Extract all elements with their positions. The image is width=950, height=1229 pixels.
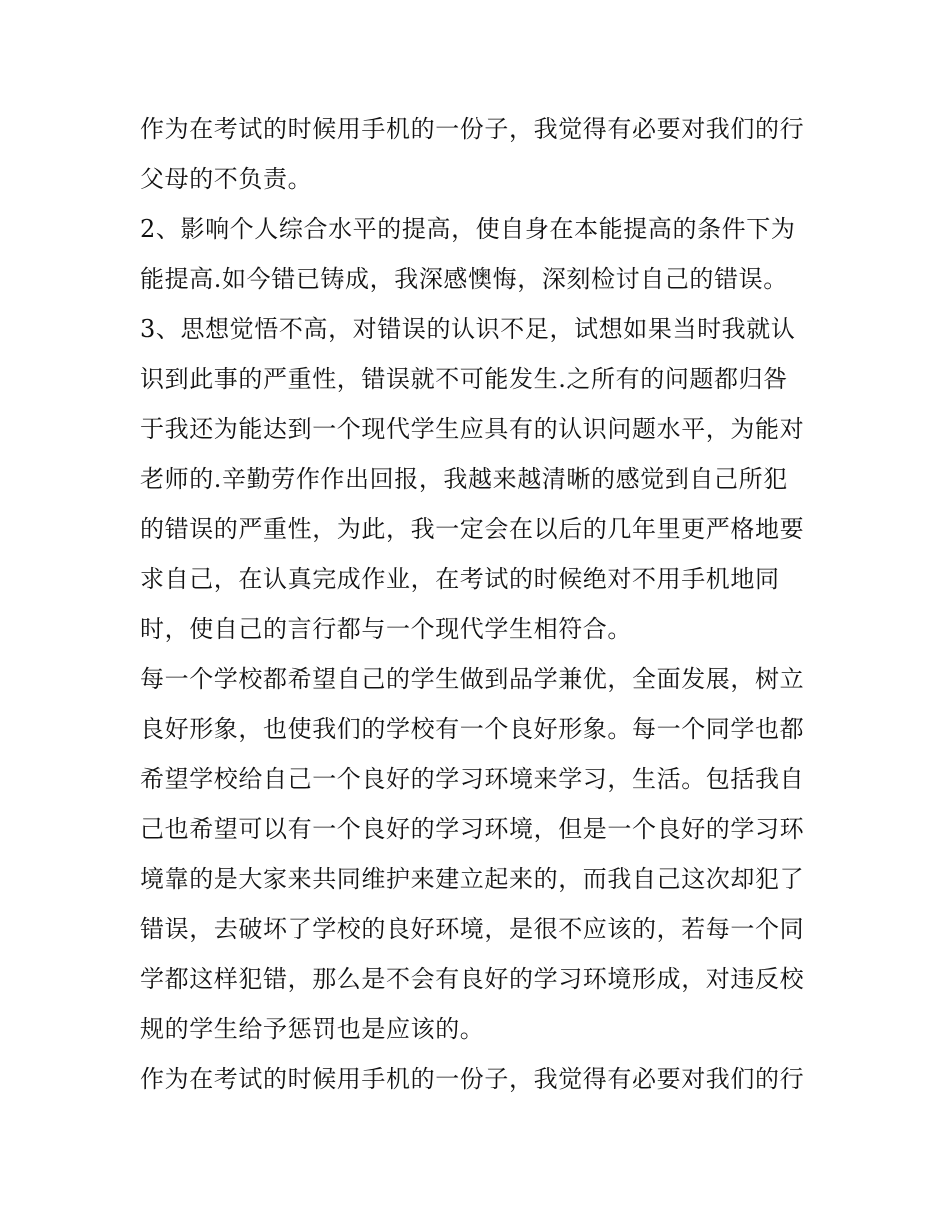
text-line: 境靠的是大家来共同维护来建立起来的，而我自己这次却犯了	[140, 865, 805, 893]
text-line: 识到此事的严重性，错误就不可能发生.之所有的问题都归咎	[140, 365, 788, 393]
document-body	[140, 104, 820, 1104]
text-line: 作为在考试的时候用手机的一份子，我觉得有必要对我们的行	[140, 115, 805, 143]
text-line: 错误，去破坏了学校的良好环境，是很不应该的，若每一个同	[140, 915, 805, 943]
text-line: 求自己，在认真完成作业，在考试的时候绝对不用手机地同	[140, 565, 780, 593]
text-line: 作为在考试的时候用手机的一份子，我觉得有必要对我们的行	[140, 1065, 805, 1093]
text-line: 学都这样犯错，那么是不会有良好的学习环境形成，对违反校	[140, 965, 805, 993]
text-line: 于我还为能达到一个现代学生应具有的认识问题水平，为能对	[140, 415, 805, 443]
text-line: 己也希望可以有一个良好的学习环境，但是一个良好的学习环	[140, 815, 805, 843]
text-line: 希望学校给自己一个良好的学习环境来学习，生活。包括我自	[140, 765, 805, 793]
text-line: 良好形象，也使我们的学校有一个良好形象。每一个同学也都	[140, 715, 805, 743]
text-line: 2、影响个人综合水平的提高，使自身在本能提高的条件下为	[140, 215, 796, 243]
text-line: 规的学生给予惩罚也是应该的。	[140, 1015, 485, 1043]
text-line: 能提高.如今错已铸成，我深感懊悔，深刻检讨自己的错误。	[140, 265, 788, 293]
text-line: 父母的不负责。	[140, 165, 313, 193]
text-line: 3、思想觉悟不高，对错误的认识不足，试想如果当时我就认	[140, 315, 796, 343]
text-line: 的错误的严重性，为此，我一定会在以后的几年里更严格地要	[140, 515, 805, 543]
text-line: 老师的.辛勤劳作作出回报，我越来越清晰的感觉到自己所犯	[140, 465, 788, 493]
text-line: 每一个学校都希望自己的学生做到品学兼优，全面发展，树立	[140, 665, 805, 693]
text-line: 时，使自己的言行都与一个现代学生相符合。	[140, 615, 632, 643]
